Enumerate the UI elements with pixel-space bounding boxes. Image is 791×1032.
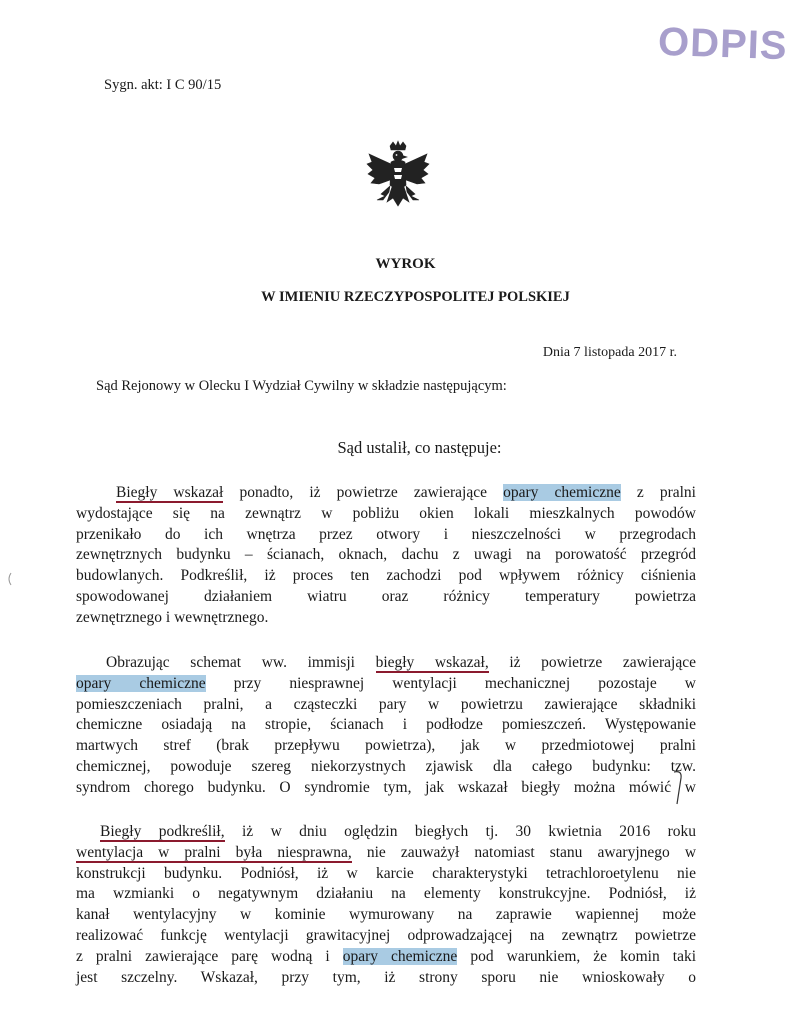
paragraph-line: chemicznej, powoduje szereg niekorzystnych zjawisk dla całego budynku: tzw. bbox=[76, 757, 696, 775]
paragraph-line: chemiczne osiadają na stropie, ścianach i podłodze pomieszczeń. Występowanie bbox=[76, 716, 696, 734]
paragraph-line: pomieszczeniach pralni, a cząsteczki pary w powietrzu zawierające składniki bbox=[76, 695, 696, 713]
paragraph-line: syndrom chorego budynku. O syndromie tym, jak wskazał biegły można mówić w bbox=[76, 778, 696, 796]
margin-pen-mark bbox=[6, 572, 12, 586]
paragraph-line: kanał wentylacyjny w kominie wymurowany na zaprawie wapiennej może bbox=[76, 906, 696, 924]
case-number: Sygn. akt: I C 90/15 bbox=[104, 77, 222, 93]
paragraph-line: jest szczelny. Wskazał, przy tym, iż strony sporu nie wnioskowały o bbox=[76, 968, 696, 986]
paragraph-line: spowodowanej działaniem wiatru oraz różnicy temperatury powietrza bbox=[76, 587, 696, 605]
paragraph-line: z pralni zawierające parę wodną i opary chemiczne pod warunkiem, że komin taki bbox=[76, 947, 697, 965]
paragraph-line: opary chemiczne przy niesprawnej wentylacji mechanicznej pozostaje w bbox=[76, 674, 696, 692]
document-subtitle: W IMIENIU RZECZYPOSPOLITEJ POLSKIEJ bbox=[261, 289, 570, 305]
paragraph-2 bbox=[76, 653, 696, 799]
paragraph-line: martwych stref (brak przepływu powietrza), jak w przedmiotowej pralni bbox=[76, 737, 696, 755]
margin-pen-mark bbox=[672, 768, 686, 808]
paragraph-line: Biegły podkreślił, iż w dniu oględzin biegłych tj. 30 kwietnia 2016 roku bbox=[100, 823, 696, 840]
paragraph-line: ma wzmianki o negatywnym działaniu na elementy konstrukcyjne. Podniósł, iż bbox=[76, 885, 696, 903]
paragraph-line: Obrazując schemat ww. immisji biegły wskazał, iż powietrze zawierające bbox=[106, 654, 696, 671]
document-title: WYROK bbox=[375, 256, 436, 272]
underlined-phrase: biegły wskazał, bbox=[375, 654, 489, 671]
underlined-phrase: wentylacja w pralni była niesprawna, bbox=[76, 843, 352, 861]
paragraph-line: konstrukcji budynku. Podniósł, iż w karcie charakterystyki tetrachloroetylenu nie bbox=[76, 864, 696, 882]
polish-eagle-emblem bbox=[363, 140, 433, 222]
paragraph-3 bbox=[76, 822, 696, 988]
paragraph-line: zewnętrznego i wewnętrznego. bbox=[76, 608, 269, 626]
paragraph-line: Biegły wskazał ponadto, iż powietrze zawierające opary chemiczne z pralni bbox=[116, 484, 696, 501]
section-heading: Sąd ustalił, co następuje: bbox=[337, 438, 502, 457]
paragraph-line: wydostające się na zewnątrz w pobliżu okien lokali mieszkalnych powodów bbox=[76, 504, 696, 522]
paragraph-line: wentylacja w pralni była niesprawna, nie zauważył natomiast stanu awaryjnego w bbox=[76, 843, 697, 861]
paragraph-line: zewnętrznych budynku – ścianach, oknach, dachu z uwagi na porowatość przegród bbox=[76, 546, 696, 564]
paragraph-line: budowlanych. Podkreślił, iż proces ten zachodzi pod wpływem różnicy ciśnienia bbox=[76, 567, 696, 585]
highlighted-phrase: opary chemiczne bbox=[503, 484, 621, 501]
highlighted-phrase: opary chemiczne bbox=[342, 947, 458, 965]
paragraph-line: realizować funkcję wentylacji grawitacyjnej odprowadzającej na zewnątrz powietrze bbox=[76, 926, 696, 944]
underlined-phrase: Biegły podkreślił, bbox=[100, 823, 225, 840]
paragraph-1 bbox=[76, 483, 696, 629]
paragraph-line: przenikało do ich wnętrza przez otwory i nieszczelności w przegrodach bbox=[76, 525, 696, 543]
court-composition: Sąd Rejonowy w Olecku I Wydział Cywilny w składzie następującym: bbox=[96, 378, 507, 394]
underlined-phrase: Biegły wskazał bbox=[116, 484, 224, 501]
copy-stamp: ODPIS bbox=[657, 19, 789, 69]
highlighted-phrase: opary chemiczne bbox=[76, 674, 206, 692]
judgment-date: Dnia 7 listopada 2017 r. bbox=[542, 345, 677, 360]
